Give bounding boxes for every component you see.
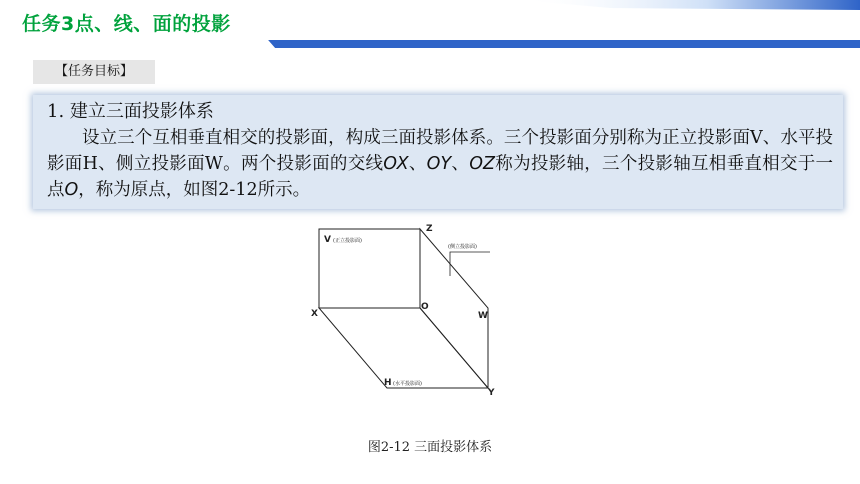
figure-caption: 图2-12 三面投影体系 xyxy=(367,440,493,455)
objective-body xyxy=(47,125,833,203)
page-title: 任务3点、线、面的投影 xyxy=(22,13,231,35)
plane-w xyxy=(420,229,488,388)
body-text: 、 xyxy=(408,154,427,174)
label-v: V xyxy=(324,235,331,245)
label-x: X xyxy=(311,309,318,319)
label-w-name: (侧立投影面) xyxy=(448,244,477,250)
body-text: 设立三个互相垂直相交的投影面，构成三面投影体系。三个投影面分别称为正立投影面V、水平投影面H、侧立投影面W。两个投影面的交线 xyxy=(47,128,833,174)
origin-o: O xyxy=(64,180,79,200)
objective-heading: 1. 建立三面投影体系 xyxy=(47,101,214,122)
axis-ox: OX xyxy=(383,154,409,174)
header-bottom-stripe xyxy=(268,40,860,48)
w-leader-line xyxy=(450,252,490,276)
label-v-name: (正立投影面) xyxy=(333,238,362,244)
body-text: ，称为原点，如图2-12所示。 xyxy=(78,180,311,200)
label-o: O xyxy=(421,302,429,312)
label-y: Y xyxy=(488,388,495,398)
label-h-name: (水平投影面) xyxy=(393,381,422,387)
projection-diagram xyxy=(300,218,510,398)
plane-h xyxy=(319,308,488,388)
objective-box xyxy=(33,95,843,209)
axis-oz: OZ xyxy=(469,154,495,174)
label-h: H xyxy=(384,378,392,388)
body-text: 称为投影轴，三个投影轴互相垂直相交于一点 xyxy=(47,154,834,200)
axis-oy: OY xyxy=(426,154,452,174)
body-text: 、 xyxy=(451,154,470,174)
label-z: Z xyxy=(426,224,433,234)
task-objective-tag: 【任务目标】 xyxy=(33,60,155,84)
label-w: W xyxy=(478,311,488,321)
